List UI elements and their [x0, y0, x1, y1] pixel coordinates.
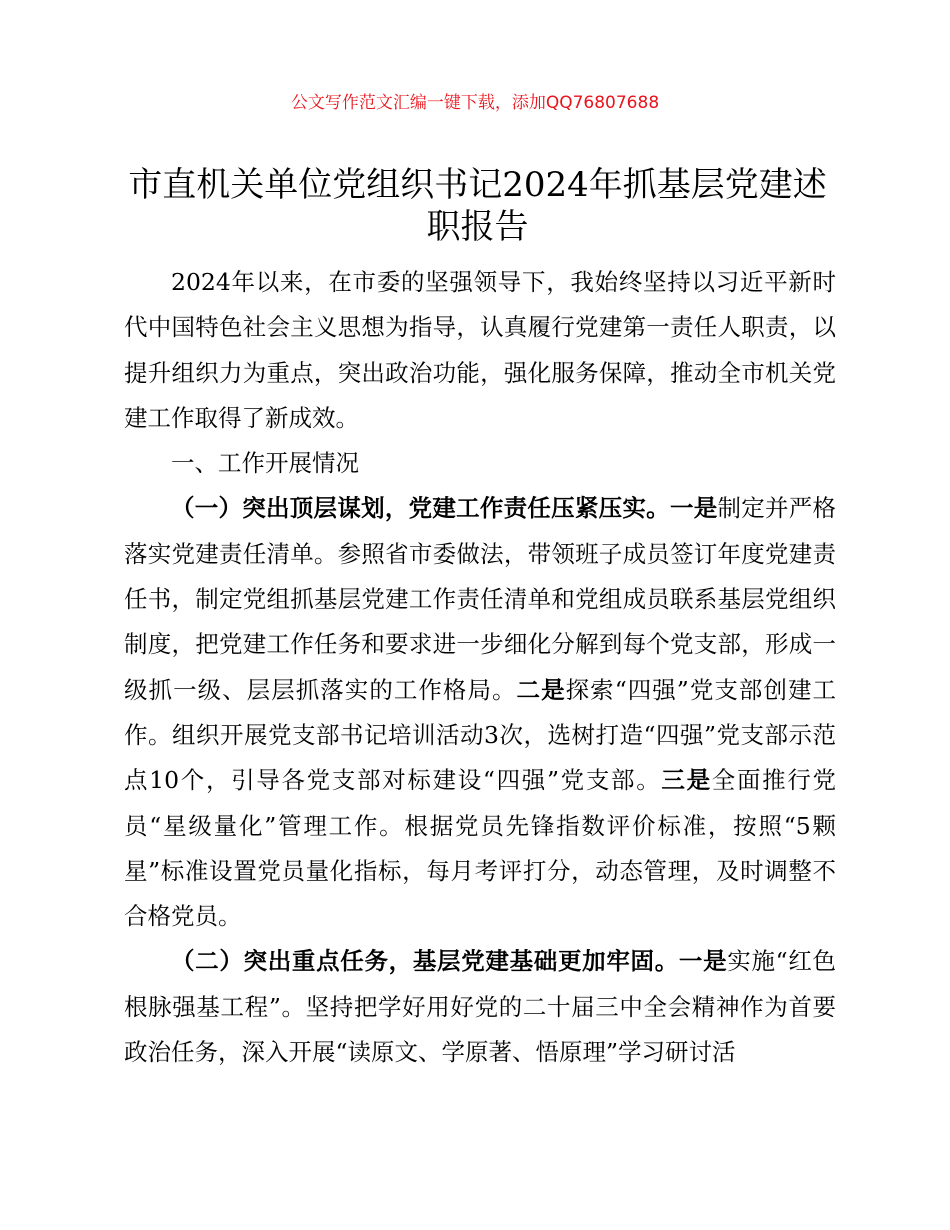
paragraph-2-keyword-1: 一是 [678, 947, 728, 976]
paragraph-1-text-1: 制定并严格落实党建责任清单。参照省市委做法，带领班子成员签订年度党建责任书，制定党组抓基层党建工作责任清单和党组成员联系基层党组织制度，把党建工作任务和要求进一步细化分解到每个党支部，形成一级抓一级、层层抓落实的工作格局。 [124, 494, 837, 704]
paragraph-1-keyword-3: 三是 [661, 766, 712, 795]
intro-paragraph: 2024年以来，在市委的坚强领导下，我始终坚持以习近平新时代中国特色社会主义思想为指导，认真履行党建第一责任人职责，以提升组织力为重点，突出政治功能，强化服务保障，推动全市机关党建工作取得了新成效。 [124, 268, 836, 432]
paragraph-1-text-2: 探索“四强”党支部创建工作。组织开展党支部书记培训活动3次，选树打造“四强”党支部示范点10个，引导各党支部对标建设“四强”党支部。 [124, 675, 837, 795]
paragraph-2-text-1: 实施“红色根脉强基工程”。坚持把学好用好党的二十届三中全会精神作为首要政治任务，深入开展“读原文、学原著、悟原理”学习研讨活 [124, 947, 837, 1067]
paragraph-2-lead: （二）突出重点任务，基层党建基础更加牢固。 [171, 947, 679, 976]
header-promo-note: 公文写作范文汇编一键下载，添加QQ76807688 [290, 93, 660, 113]
paragraph-2 [124, 939, 836, 1075]
section-heading: 一、工作开展情况 [171, 449, 359, 478]
paragraph-1 [124, 486, 836, 939]
paragraph-1-text-3: 全面推行党员“星级量化”管理工作。根据党员先锋指数评价标准，按照“5颗星”标准设置党员量化指标，每月考评打分，动态管理，及时调整不合格党员。 [124, 766, 837, 931]
document-body [124, 260, 836, 1075]
paragraph-1-keyword-2: 二是 [516, 675, 566, 704]
paragraph-1-keyword-1: 一是 [669, 494, 718, 523]
document-title: 市直机关单位党组织书记2024年抓基层党建述职报告 [128, 165, 827, 247]
paragraph-1-lead: （一）突出顶层谋划，党建工作责任压紧压实。 [171, 494, 670, 523]
